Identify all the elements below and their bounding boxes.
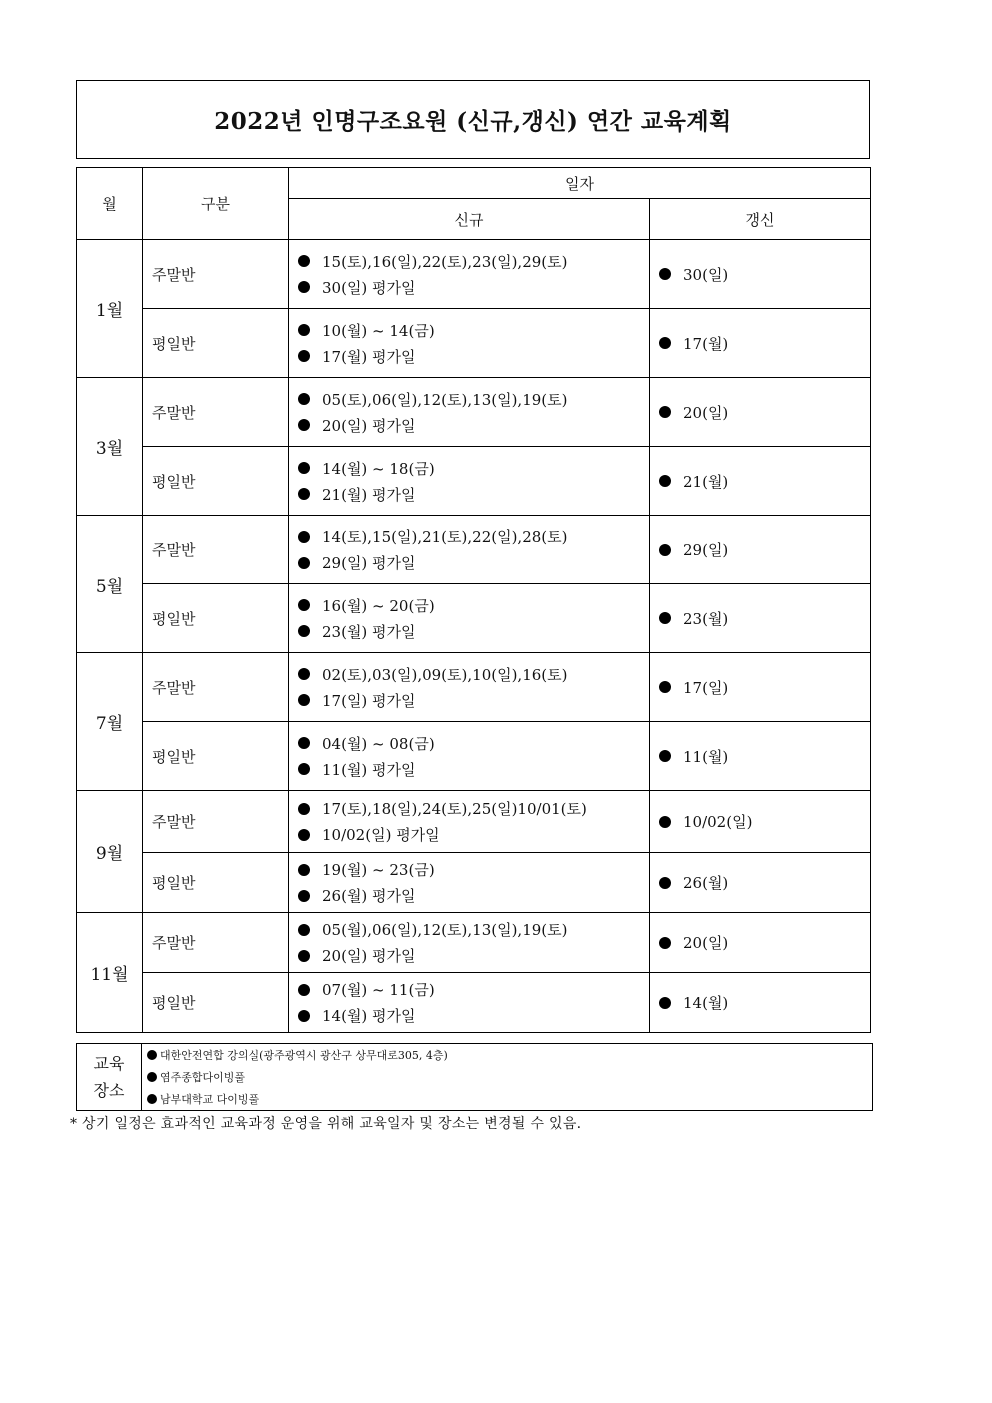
bullet-icon bbox=[298, 924, 310, 936]
header-new: 신규 bbox=[289, 199, 650, 240]
bullet-icon bbox=[147, 1072, 157, 1082]
date-text: 04(월) ~ 08(금) bbox=[322, 734, 435, 753]
header-dates: 일자 bbox=[289, 168, 871, 199]
date-line bbox=[298, 274, 649, 300]
location-item bbox=[147, 1066, 872, 1088]
date-line bbox=[298, 917, 649, 943]
location-label-line1: 교육 bbox=[93, 1054, 125, 1073]
date-text: 21(월) bbox=[683, 472, 729, 491]
date-text: 17(토),18(일),24(토),25(일)10/01(토) bbox=[322, 800, 587, 818]
date-text: 26(월) 평가일 bbox=[322, 887, 416, 905]
month-cell: 7월 bbox=[77, 653, 143, 791]
category-cell: 주말반 bbox=[143, 791, 289, 853]
date-line bbox=[659, 605, 870, 631]
date-text: 05(토),06(일),12(토),13(일),19(토) bbox=[322, 390, 568, 409]
date-line bbox=[298, 386, 649, 412]
date-line bbox=[298, 730, 649, 756]
date-text: 10/02(일) 평가일 bbox=[322, 826, 440, 844]
date-line bbox=[298, 661, 649, 687]
date-text: 10/02(일) bbox=[683, 813, 753, 831]
bullet-icon bbox=[298, 599, 310, 611]
category-cell: 평일반 bbox=[143, 309, 289, 378]
date-text: 10(월) ~ 14(금) bbox=[322, 321, 435, 340]
renewal-date-cell bbox=[650, 973, 871, 1033]
bullet-icon bbox=[659, 937, 671, 949]
date-line bbox=[659, 261, 870, 287]
renewal-date-cell bbox=[650, 378, 871, 447]
date-line bbox=[659, 537, 870, 563]
date-text: 23(월) 평가일 bbox=[322, 622, 416, 641]
bullet-icon bbox=[659, 816, 671, 828]
date-line bbox=[298, 943, 649, 969]
location-label bbox=[77, 1044, 142, 1111]
date-line bbox=[298, 550, 649, 576]
renewal-date-cell bbox=[650, 240, 871, 309]
date-line bbox=[298, 412, 649, 438]
new-dates-cell bbox=[289, 309, 650, 378]
date-text: 07(월) ~ 11(금) bbox=[322, 981, 435, 999]
category-cell: 평일반 bbox=[143, 853, 289, 913]
bullet-icon bbox=[298, 803, 310, 815]
month-cell: 5월 bbox=[77, 516, 143, 653]
bullet-icon bbox=[298, 488, 310, 500]
title-box bbox=[76, 80, 870, 159]
date-text: 17(월) 평가일 bbox=[322, 347, 416, 366]
renewal-date-cell bbox=[650, 853, 871, 913]
renewal-date-cell bbox=[650, 722, 871, 791]
header-category: 구분 bbox=[143, 168, 289, 240]
date-line bbox=[298, 618, 649, 644]
date-text: 16(월) ~ 20(금) bbox=[322, 596, 435, 615]
date-text: 17(일) 평가일 bbox=[322, 691, 416, 710]
bullet-icon bbox=[659, 997, 671, 1009]
date-line bbox=[298, 857, 649, 883]
bullet-icon bbox=[298, 419, 310, 431]
renewal-date-cell bbox=[650, 516, 871, 584]
new-dates-cell bbox=[289, 853, 650, 913]
date-text: 14(월) ~ 18(금) bbox=[322, 459, 435, 478]
new-dates-cell bbox=[289, 447, 650, 516]
page-title: 2022년 인명구조요원 (신규,갱신) 연간 교육계획 bbox=[214, 108, 732, 135]
date-text: 21(월) 평가일 bbox=[322, 485, 416, 504]
bullet-icon bbox=[298, 557, 310, 569]
bullet-icon bbox=[298, 324, 310, 336]
bullet-icon bbox=[298, 531, 310, 543]
bullet-icon bbox=[659, 475, 671, 487]
bullet-icon bbox=[298, 350, 310, 362]
new-dates-cell bbox=[289, 653, 650, 722]
date-line bbox=[298, 796, 649, 822]
bullet-icon bbox=[298, 829, 310, 841]
bullet-icon bbox=[659, 406, 671, 418]
table-row bbox=[77, 378, 871, 447]
date-text: 15(토),16(일),22(토),23(일),29(토) bbox=[322, 252, 568, 271]
date-line bbox=[298, 343, 649, 369]
category-cell: 주말반 bbox=[143, 240, 289, 309]
category-cell: 주말반 bbox=[143, 378, 289, 447]
new-dates-cell bbox=[289, 516, 650, 584]
date-text: 26(월) bbox=[683, 874, 729, 892]
category-cell: 평일반 bbox=[143, 722, 289, 791]
date-text: 30(일) bbox=[683, 265, 729, 284]
date-line bbox=[298, 592, 649, 618]
location-item bbox=[147, 1088, 872, 1110]
header-month: 월 bbox=[77, 168, 143, 240]
month-cell: 11월 bbox=[77, 913, 143, 1033]
schedule-body bbox=[77, 240, 871, 1033]
date-text: 23(월) bbox=[683, 609, 729, 628]
table-row bbox=[77, 722, 871, 791]
date-text: 11(월) bbox=[683, 747, 729, 766]
date-line bbox=[659, 990, 870, 1016]
location-list bbox=[142, 1044, 873, 1111]
bullet-icon bbox=[659, 268, 671, 280]
date-line bbox=[298, 1003, 649, 1029]
schedule-table bbox=[76, 167, 871, 1033]
date-text: 14(월) bbox=[683, 994, 729, 1012]
category-cell: 주말반 bbox=[143, 913, 289, 973]
date-line bbox=[298, 756, 649, 782]
new-dates-cell bbox=[289, 240, 650, 309]
bullet-icon bbox=[298, 737, 310, 749]
new-dates-cell bbox=[289, 913, 650, 973]
renewal-date-cell bbox=[650, 309, 871, 378]
date-line bbox=[659, 743, 870, 769]
bullet-icon bbox=[298, 864, 310, 876]
bullet-icon bbox=[298, 393, 310, 405]
date-text: 14(월) 평가일 bbox=[322, 1007, 416, 1025]
date-text: 17(월) bbox=[683, 334, 729, 353]
new-dates-cell bbox=[289, 973, 650, 1033]
renewal-date-cell bbox=[650, 584, 871, 653]
table-row bbox=[77, 913, 871, 973]
bullet-icon bbox=[147, 1050, 157, 1060]
date-line bbox=[298, 687, 649, 713]
new-dates-cell bbox=[289, 722, 650, 791]
date-line bbox=[659, 674, 870, 700]
date-text: 20(일) bbox=[683, 403, 729, 422]
date-line bbox=[659, 930, 870, 956]
bullet-icon bbox=[298, 281, 310, 293]
renewal-date-cell bbox=[650, 447, 871, 516]
date-text: 20(일) bbox=[683, 934, 729, 952]
bullet-icon bbox=[147, 1094, 157, 1104]
category-cell: 평일반 bbox=[143, 973, 289, 1033]
table-row bbox=[77, 973, 871, 1033]
table-row bbox=[77, 516, 871, 584]
bullet-icon bbox=[298, 950, 310, 962]
bullet-icon bbox=[298, 763, 310, 775]
bullet-icon bbox=[659, 877, 671, 889]
bullet-icon bbox=[298, 668, 310, 680]
date-line bbox=[298, 248, 649, 274]
category-cell: 평일반 bbox=[143, 447, 289, 516]
month-cell: 3월 bbox=[77, 378, 143, 516]
date-text: 29(일) bbox=[683, 541, 729, 559]
bullet-icon bbox=[298, 625, 310, 637]
date-line bbox=[298, 524, 649, 550]
month-cell: 1월 bbox=[77, 240, 143, 378]
date-line bbox=[298, 317, 649, 343]
new-dates-cell bbox=[289, 378, 650, 447]
date-text: 17(일) bbox=[683, 678, 729, 697]
location-item bbox=[147, 1044, 872, 1066]
location-label-line2: 장소 bbox=[93, 1081, 125, 1100]
date-line bbox=[298, 455, 649, 481]
renewal-date-cell bbox=[650, 791, 871, 853]
table-row bbox=[77, 240, 871, 309]
date-text: 02(토),03(일),09(토),10(일),16(토) bbox=[322, 665, 568, 684]
date-text: 30(일) 평가일 bbox=[322, 278, 416, 297]
bullet-icon bbox=[298, 694, 310, 706]
location-item-text: 대한안전연합 강의실(광주광역시 광산구 상무대로305, 4층) bbox=[160, 1049, 448, 1062]
date-text: 20(일) 평가일 bbox=[322, 947, 416, 965]
date-text: 29(일) 평가일 bbox=[322, 554, 416, 572]
header-renewal: 갱신 bbox=[650, 199, 871, 240]
footnote: * 상기 일정은 효과적인 교육과정 운영을 위해 교육일자 및 장소는 변경될 수 있음. bbox=[70, 1116, 582, 1132]
category-cell: 주말반 bbox=[143, 516, 289, 584]
table-row bbox=[77, 447, 871, 516]
bullet-icon bbox=[298, 984, 310, 996]
new-dates-cell bbox=[289, 791, 650, 853]
date-line bbox=[659, 399, 870, 425]
location-item-text: 염주종합다이빙풀 bbox=[160, 1071, 246, 1084]
table-row bbox=[77, 853, 871, 913]
date-text: 05(월),06(일),12(토),13(일),19(토) bbox=[322, 921, 568, 939]
new-dates-cell bbox=[289, 584, 650, 653]
table-row bbox=[77, 653, 871, 722]
category-cell: 주말반 bbox=[143, 653, 289, 722]
date-line bbox=[659, 468, 870, 494]
date-text: 19(월) ~ 23(금) bbox=[322, 861, 435, 879]
date-line bbox=[659, 870, 870, 896]
month-cell: 9월 bbox=[77, 791, 143, 913]
date-text: 14(토),15(일),21(토),22(일),28(토) bbox=[322, 528, 568, 546]
date-text: 20(일) 평가일 bbox=[322, 416, 416, 435]
bullet-icon bbox=[659, 681, 671, 693]
bullet-icon bbox=[659, 750, 671, 762]
table-row bbox=[77, 791, 871, 853]
bullet-icon bbox=[659, 337, 671, 349]
location-item-text: 남부대학교 다이빙풀 bbox=[160, 1093, 260, 1106]
date-line bbox=[298, 883, 649, 909]
renewal-date-cell bbox=[650, 653, 871, 722]
date-text: 11(월) 평가일 bbox=[322, 760, 416, 779]
renewal-date-cell bbox=[650, 913, 871, 973]
date-line bbox=[659, 330, 870, 356]
bullet-icon bbox=[659, 544, 671, 556]
bullet-icon bbox=[298, 890, 310, 902]
table-row bbox=[77, 584, 871, 653]
date-line bbox=[298, 822, 649, 848]
bullet-icon bbox=[659, 612, 671, 624]
table-row bbox=[77, 309, 871, 378]
bullet-icon bbox=[298, 255, 310, 267]
date-line bbox=[298, 481, 649, 507]
category-cell: 평일반 bbox=[143, 584, 289, 653]
bullet-icon bbox=[298, 1010, 310, 1022]
bullet-icon bbox=[298, 462, 310, 474]
location-box bbox=[76, 1043, 873, 1111]
date-line bbox=[298, 977, 649, 1003]
date-line bbox=[659, 809, 870, 835]
